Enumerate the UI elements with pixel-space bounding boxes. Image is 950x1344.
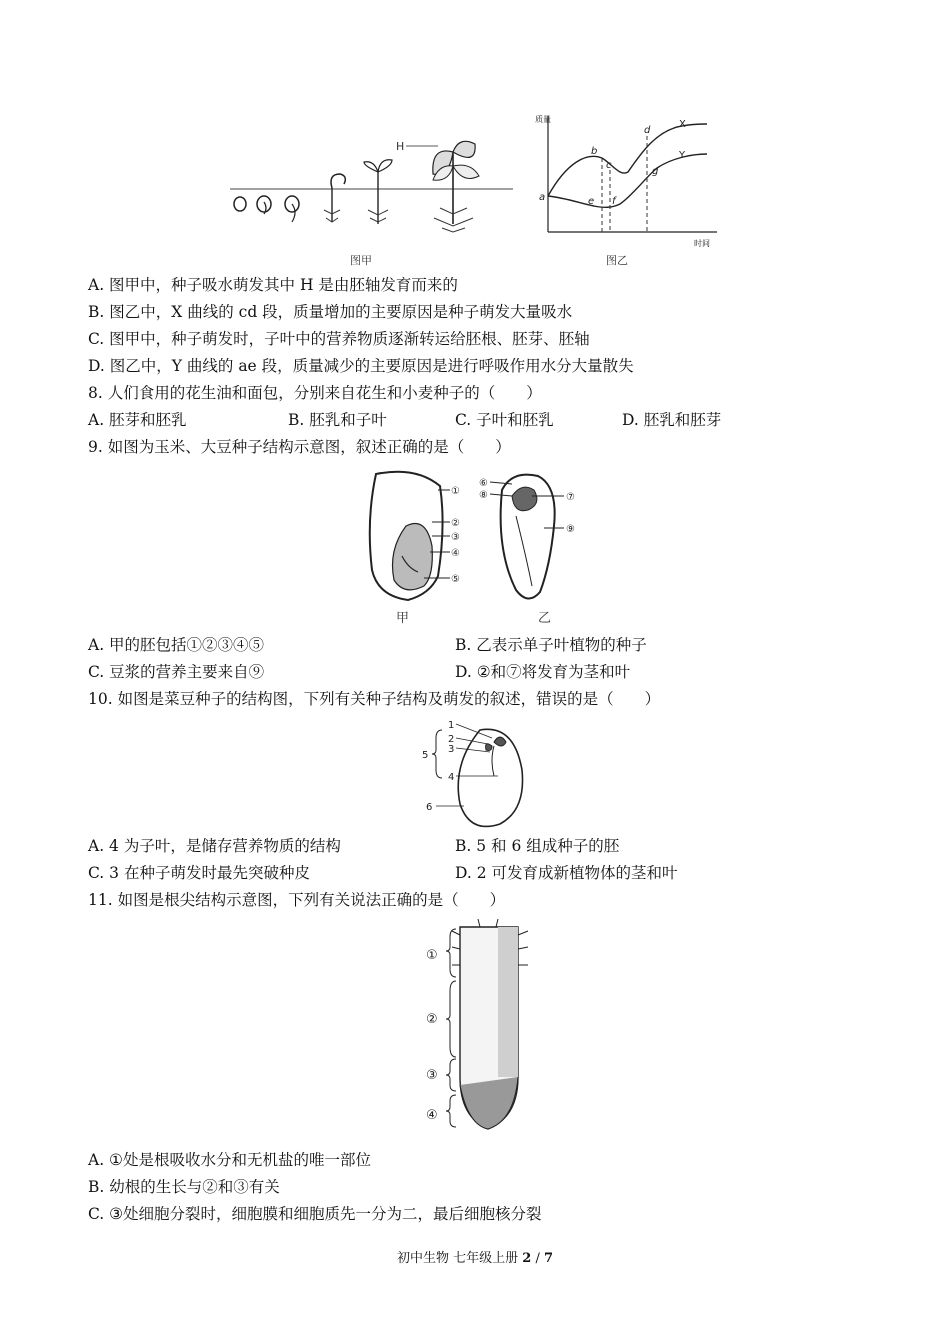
q9-stem: 9. 如图为玉米、大豆种子结构示意图，叙述正确的是（ ） <box>88 438 511 456</box>
caption-jia: 图甲 <box>350 254 372 267</box>
point-c: c <box>606 160 612 171</box>
caption-yi-seed: 乙 <box>538 611 552 626</box>
q10-option-c: C. 3 在种子萌发时最先突破种皮 <box>88 864 310 882</box>
q7-option-d: D. 图乙中，Y 曲线的 ae 段，质量减少的主要原因是进行呼吸作用水分大量散失 <box>88 357 634 375</box>
label-4: 4 <box>448 772 455 783</box>
q7-option-c: C. 图甲中，种子萌发时，子叶中的营养物质逐渐转运给胚根、胚芽、胚轴 <box>88 330 590 348</box>
label-2: ② <box>451 518 460 529</box>
q11-option-c: C. ③处细胞分裂时，细胞膜和细胞质先一分为二，最后细胞核分裂 <box>88 1205 542 1223</box>
caption-yi: 图乙 <box>606 254 628 267</box>
figure-root-tip <box>420 915 535 1140</box>
q8-option-b: B. 胚乳和子叶 <box>288 411 387 429</box>
q9-option-c: C. 豆浆的营养主要来自⑨ <box>88 663 265 681</box>
label-6: ⑥ <box>479 478 488 489</box>
q8-option-c: C. 子叶和胚乳 <box>455 411 554 429</box>
point-f: f <box>612 196 616 207</box>
caption-jia-seed: 甲 <box>396 611 410 626</box>
label-9: ⑨ <box>566 524 575 535</box>
q11-stem: 11. 如图是根尖结构示意图，下列有关说法正确的是（ ） <box>88 891 506 909</box>
label-3: 3 <box>448 744 455 755</box>
label-4: ④ <box>451 548 460 559</box>
label-1: ① <box>451 486 460 497</box>
figure-corn-bean-seeds <box>362 466 602 628</box>
footer-page: 2 <box>522 1251 532 1266</box>
q10-option-b: B. 5 和 6 组成种子的胚 <box>455 837 620 855</box>
q7-option-b: B. 图乙中，X 曲线的 cd 段，质量增加的主要原因是种子萌发大量吸水 <box>88 303 573 321</box>
label-4: ④ <box>426 1108 438 1123</box>
label-3: ③ <box>451 532 460 543</box>
q11-option-b: B. 幼根的生长与②和③有关 <box>88 1178 280 1196</box>
label-7: ⑦ <box>566 492 575 503</box>
figure-bean-seed-structure <box>420 718 535 830</box>
q8-option-d: D. 胚乳和胚芽 <box>622 411 722 429</box>
figure-mass-time-chart <box>532 112 727 272</box>
q10-stem: 10. 如图是菜豆种子的结构图，下列有关种子结构及萌发的叙述，错误的是（ ） <box>88 690 661 708</box>
q8-option-a: A. 胚芽和胚乳 <box>88 411 187 429</box>
label-2: 2 <box>448 734 455 745</box>
point-e: e <box>588 196 595 207</box>
label-1: ① <box>426 948 438 963</box>
point-d: d <box>644 125 651 136</box>
bean-outline <box>458 729 522 826</box>
label-1: 1 <box>448 720 455 731</box>
label-5: ⑤ <box>451 574 460 585</box>
series-label-Y: Y <box>679 150 686 161</box>
x-axis-label: 时间 <box>694 239 710 248</box>
q9-option-b: B. 乙表示单子叶植物的种子 <box>455 636 647 654</box>
label-3: ③ <box>426 1068 438 1083</box>
label-2: ② <box>426 1012 438 1027</box>
label-6: 6 <box>426 802 433 813</box>
label-8: ⑧ <box>479 490 488 501</box>
footer-subject: 初中生物 七年级上册 <box>396 1251 519 1266</box>
figure-germination-stages <box>228 112 518 272</box>
q9-option-a: A. 甲的胚包括①②③④⑤ <box>88 636 265 654</box>
q9-option-d: D. ②和⑦将发育为茎和叶 <box>455 663 631 681</box>
point-g: g <box>652 166 659 177</box>
page-footer <box>0 1247 950 1266</box>
q11-option-a: A. ①处是根吸收水分和无机盐的唯一部位 <box>88 1151 371 1169</box>
y-axis-label: 质量 <box>535 115 551 124</box>
label-H: H <box>396 140 405 153</box>
curve-Y <box>548 154 707 207</box>
series-label-X: X <box>679 119 686 130</box>
point-b: b <box>591 146 598 157</box>
q10-option-d: D. 2 可发育成新植物体的茎和叶 <box>455 864 678 882</box>
footer-total: 7 <box>543 1251 554 1266</box>
q8-stem: 8. 人们食用的花生油和面包，分别来自花生和小麦种子的（ ） <box>88 384 542 402</box>
q10-option-a: A. 4 为子叶，是储存营养物质的结构 <box>88 837 341 855</box>
q7-option-a: A. 图甲中，种子吸水萌发其中 H 是由胚轴发育而来的 <box>88 276 458 294</box>
footer-sep: / <box>531 1251 544 1266</box>
point-a: a <box>539 192 546 203</box>
label-5: 5 <box>422 750 429 761</box>
